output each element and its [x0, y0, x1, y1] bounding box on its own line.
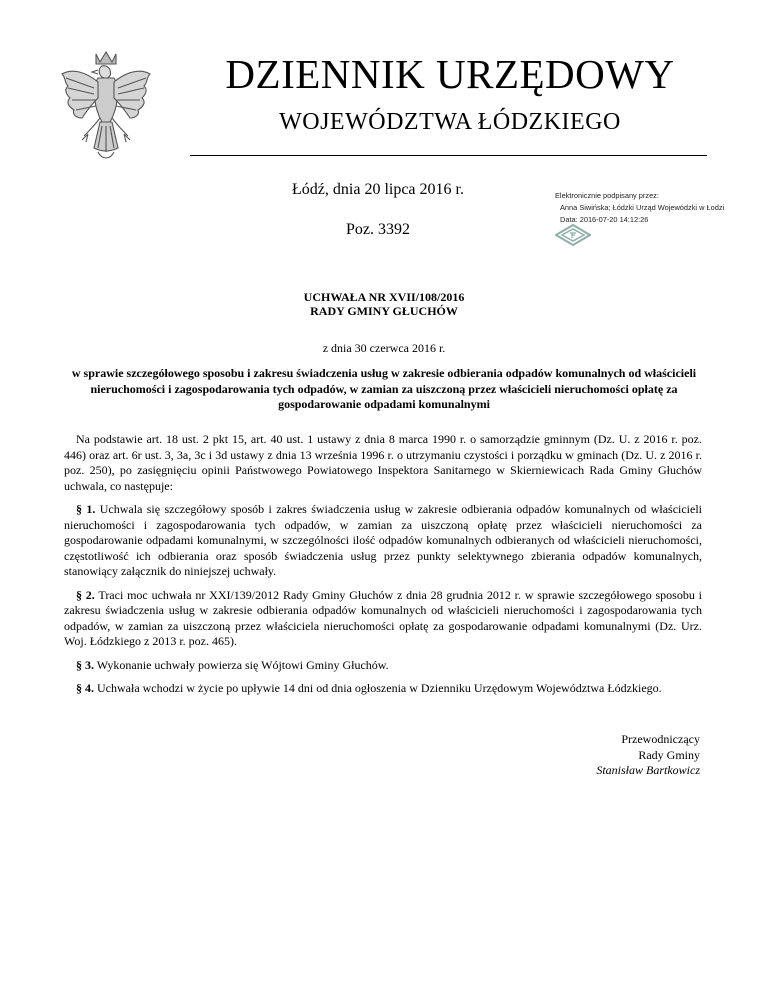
- resolution-number: UCHWAŁA NR XVII/108/2016: [303, 290, 465, 304]
- paragraph-3: [64, 658, 702, 674]
- signature-signer: Anna Siwińska; Łódzki Urząd Wojewódzki w Łodzi: [560, 203, 725, 212]
- resolution-title: [150, 290, 618, 318]
- publication-subtitle: WOJEWÓDZTWA ŁÓDZKIEGO: [279, 109, 621, 135]
- paragraph-1: [64, 502, 702, 580]
- signature-date: Data: 2016-07-20 14:12:26: [560, 215, 649, 224]
- paragraph-number: § 2.: [76, 587, 95, 602]
- resolution-date: z dnia 30 czerwca 2016 r.: [322, 341, 446, 355]
- paragraph-text: Uchwala się szczegółowy sposób i zakres świadczenia usług w zakresie odbierania odpadów komunalnych od właścicieli nieruchomości i zagospodarowania tych odpadów, w zamian za uiszczoną opłatę przez właścicieli nieruchomości za gospodarowanie odpadami komunalnymi, w szczególności ilość odpadów komunalnych odbieranych od właścicieli nieruchomości, częstotliwość ich odbierania oraz sposób świadczenia usług przez punkty selektywnego zbierania odpadów komunalnych, stanowiący załącznik do niniejszej uchwały.: [64, 502, 703, 578]
- paragraph-text: Wykonanie uchwały powierza się Wójtowi Gminy Głuchów.: [96, 657, 389, 672]
- signature-verified-icon: [555, 224, 591, 246]
- paragraph-text: Uchwała wchodzi w życie po upływie 14 dni od dnia ogłoszenia w Dzienniku Urzędowym Województwa Łódzkiego.: [97, 681, 662, 695]
- resolution-body-text: [64, 432, 702, 705]
- place-and-date: Łódź, dnia 20 lipca 2016 r.: [292, 181, 464, 198]
- resolution-body: RADY GMINY GŁUCHÓW: [310, 304, 458, 318]
- paragraph-number: § 3.: [76, 657, 94, 672]
- polish-eagle-emblem-icon: [58, 48, 154, 166]
- paragraph-number: § 4.: [76, 681, 94, 695]
- chairman-role: Przewodniczący: [621, 732, 700, 746]
- electronic-signature-block: [555, 190, 760, 226]
- header-divider: [190, 155, 707, 156]
- signature-label: Elektronicznie podpisany przez:: [555, 191, 659, 200]
- paragraph-text: Traci moc uchwała nr XXI/139/2012 Rady Gminy Głuchów z dnia 28 grudnia 2012 r. w sprawie szczegółowego sposobu i zakresu świadczenia usług w zakresie odbierania odpadów komunalnych od właścicieli nieruchomości i zagospodarowania tych odpadów, w zamian za uiszczoną przez właściciela nieruchomości opłatę za gospodarowanie odpadami komunalnymi (Dz. Urz. Woj. Łódzkiego z 2013 r. poz. 465).: [64, 587, 702, 648]
- paragraph-4: [64, 681, 702, 697]
- position-number: Poz. 3392: [346, 221, 410, 238]
- paragraph-2: [64, 588, 702, 650]
- publication-title: DZIENNIK URZĘDOWY: [225, 51, 675, 97]
- paragraph-number: § 1.: [76, 502, 96, 516]
- resolution-subject: w sprawie szczegółowego sposobu i zakresu świadczenia usług w zakresie odbierania odpadów komunalnych od właścicieli nieruchomości i zagospodarowania tych odpadów, w zamian za uiszczoną przez właścicieli nieruchomości opłatę za gospodarowanie odpadami komunalnymi: [71, 366, 697, 411]
- chairman-name: Stanisław Bartkowicz: [596, 763, 700, 777]
- preamble: Na podstawie art. 18 ust. 2 pkt 15, art. 40 ust. 1 ustawy z dnia 8 marca 1990 r. o samorządzie gminnym (Dz. U. z 2016 r. poz. 446) oraz art. 6r ust. 3, 3a, 3c i 3d ustawy z dnia 13 września 1996 r. o utrzymaniu czystości i porządku w gminach (Dz. U. z 2016 r. poz. 250), po zasięgnięciu opinii Państwowego Powiatowego Inspektora Sanitarnego w Skierniewicach Rada Gminy Głuchów uchwala, co następuje:: [64, 432, 702, 493]
- chairman-signature: [420, 732, 700, 779]
- chairman-body: Rady Gminy: [638, 747, 700, 762]
